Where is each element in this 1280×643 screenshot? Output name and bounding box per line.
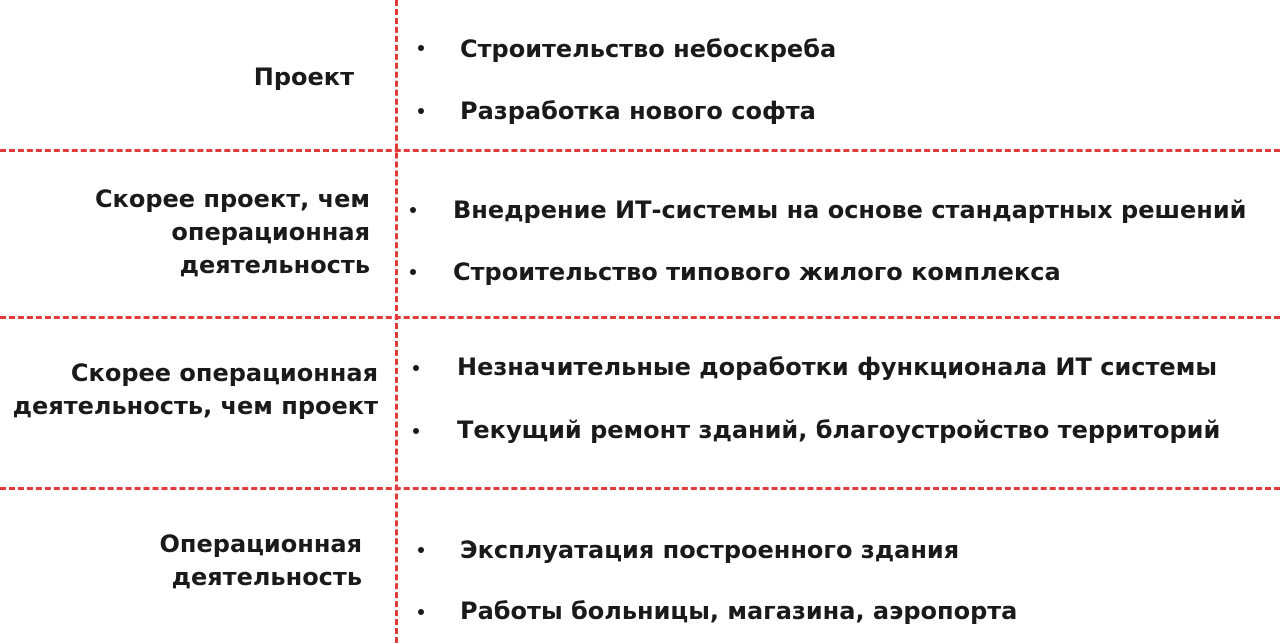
- category-mostly-project: Скорее проект, чем операционная деятельность: [94, 185, 370, 279]
- bullet-icon: [418, 45, 424, 51]
- example-item: Строительство небоскреба: [460, 35, 837, 63]
- example-item: Внедрение ИТ-системы на основе стандартных решений: [453, 196, 1247, 224]
- vertical-divider: [395, 0, 398, 643]
- example-item: Текущий ремонт зданий, благоустройство территорий: [457, 416, 1221, 444]
- category-operations: Операционная деятельность: [159, 530, 362, 591]
- example-item: Разработка нового софта: [460, 97, 816, 125]
- bullet-icon: [410, 207, 416, 213]
- example-item: Эксплуатация построенного здания: [460, 536, 960, 564]
- bullet-icon: [413, 428, 419, 434]
- example-item: Незначительные доработки функционала ИТ системы: [457, 353, 1218, 381]
- bullet-icon: [418, 609, 424, 615]
- bullet-icon: [410, 269, 416, 275]
- example-item: Строительство типового жилого комплекса: [453, 258, 1061, 286]
- row-divider-1: [0, 149, 1280, 152]
- category-project: Проект: [253, 63, 354, 91]
- example-item: Работы больницы, магазина, аэропорта: [460, 597, 1018, 625]
- row-divider-3: [0, 487, 1280, 490]
- row-divider-2: [0, 316, 1280, 319]
- category-mostly-operations: Скорее операционная деятельность, чем проект: [12, 359, 378, 420]
- bullet-icon: [413, 365, 419, 371]
- bullet-icon: [418, 108, 424, 114]
- bullet-icon: [418, 547, 424, 553]
